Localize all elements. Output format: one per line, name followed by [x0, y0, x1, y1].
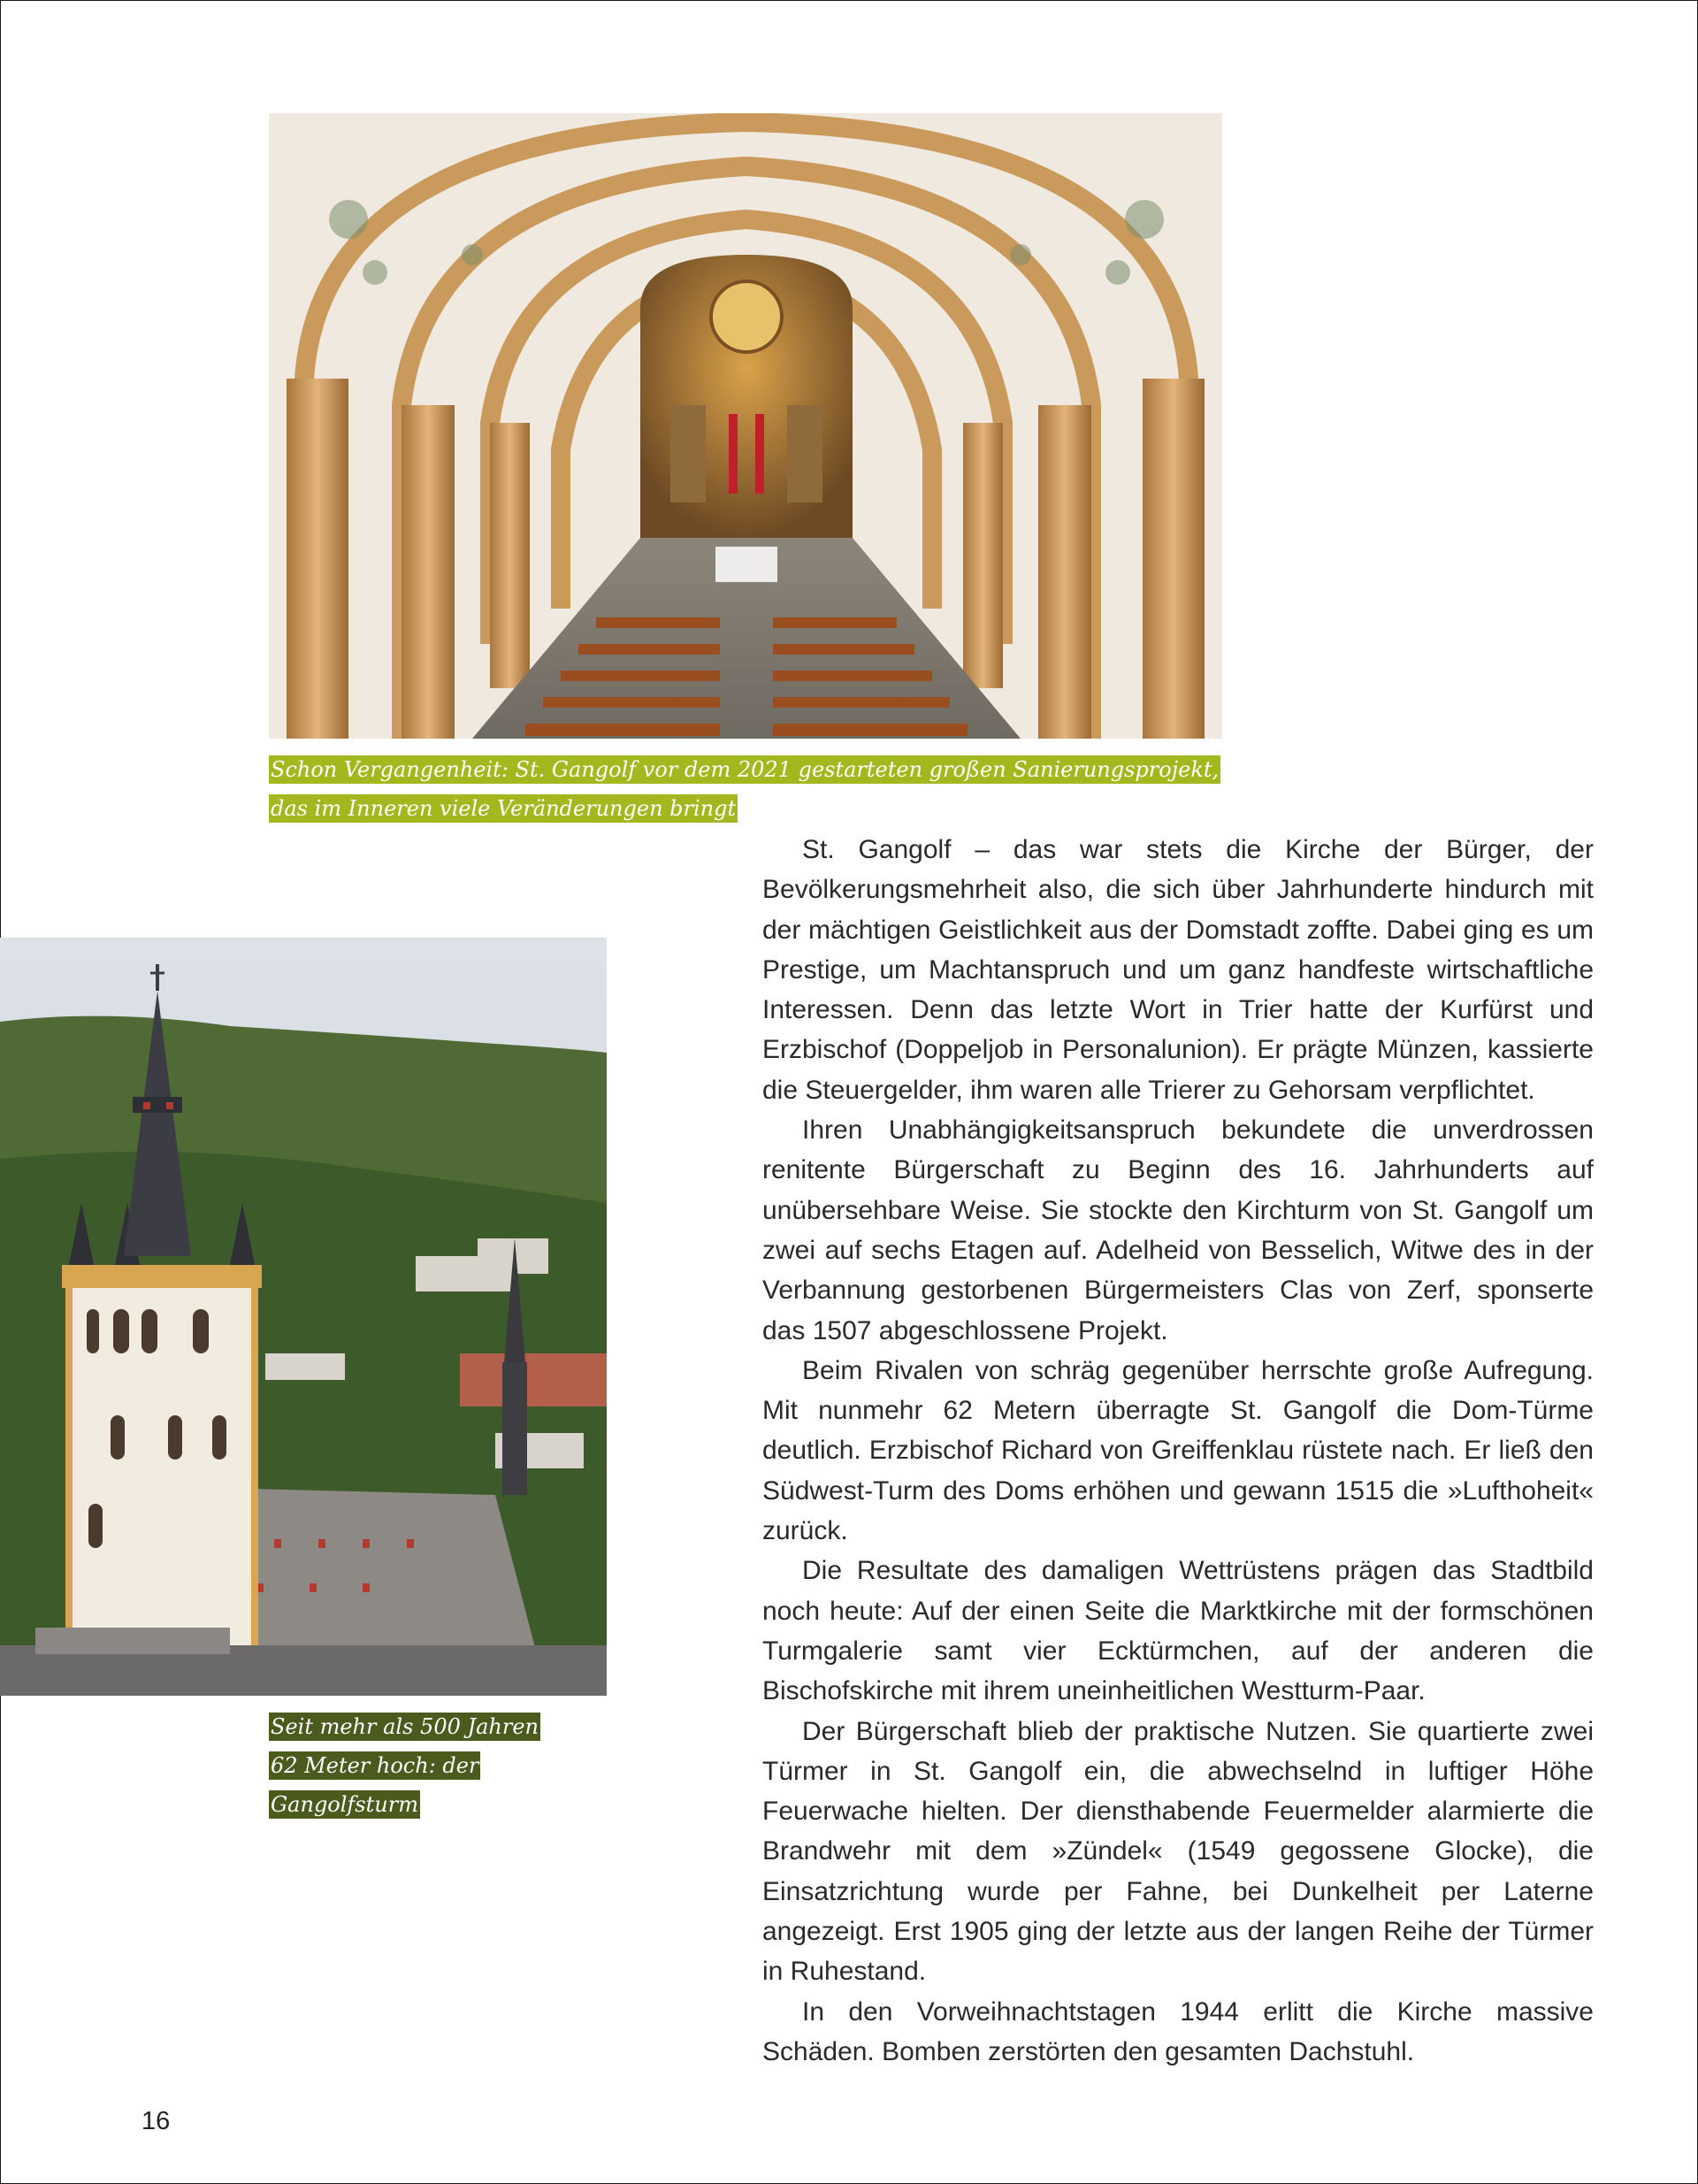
caption-line: Gangolfsturm — [271, 1792, 418, 1817]
paragraph: In den Vorweihnachtstagen 1944 erlitt die Kirche massive Schäden. Bomben zerstörten den gesamten Dachstuhl. — [762, 1996, 1594, 2066]
caption-line: Seit mehr als 500 Jahren — [271, 1714, 539, 1739]
paragraph: Ihren Unabhängigkeitsanspruch bekundete die unverdrossen renitente Bürgerschaft zu Beginn des 16. Jahrhunderts auf unübersehbare Weise. Sie stockte den Kirchturm von St. Gangolf um zwei auf sechs Etagen auf. Adelheid von Besselich, Witwe des in der Verbannung gestorbenen Bürgermeisters Clas von Zerf, sponserte das 1507 abgeschlossene Projekt. — [762, 1115, 1594, 1345]
church-interior-photo — [269, 113, 1222, 739]
caption-line: 62 Meter hoch: der — [271, 1753, 479, 1778]
tower-photo-caption — [269, 1707, 540, 1824]
page-number: 16 — [142, 2107, 171, 2135]
paragraph: Beim Rivalen von schräg gegenüber herrschte große Aufregung. Mit nunmehr 62 Metern überragte St. Gangolf die Dom-Türme deutlich. Erzbischof Richard von Greiffenklau rüstete nach. Er ließ den Südwest-Turm des Doms erhöhen und gewann 1515 die »Lufthoheit« zurück. — [762, 1355, 1594, 1546]
caption-line: Schon Vergangenheit: St. Gangolf vor dem 2021 gestarteten großen Sanierungsprojekt, — [271, 757, 1220, 782]
article-body — [762, 830, 1594, 2072]
paragraph: Der Bürgerschaft blieb der praktische Nutzen. Sie quartierte zwei Türmer in St. Gangolf ein, die abwechselnd in luftiger Höhe Feuerwache hielten. Der diensthabende Feuermelder alarmierte die Brandwehr mit dem »Zündel« (1549 gegossene Glocke), die Einsatzrichtung wurde per Fahne, bei Dunkelheit per Laterne angezeigt. Erst 1905 ging der letzte aus der langen Reihe der Türmer in Ruhestand. — [762, 1716, 1594, 1987]
paragraph: Die Resultate des damaligen Wettrüstens prägen das Stadtbild noch heute: Auf der einen Seite die Marktkirche mit der formschönen Turmgalerie samt vier Ecktürmchen, auf der anderen die Bischofskirche mit ihrem uneinheitlichen Westturm-Paar. — [762, 1556, 1594, 1706]
gangolf-tower-photo — [0, 938, 607, 1696]
caption-line: das im Inneren viele Veränderungen bringt — [271, 796, 737, 821]
paragraph: St. Gangolf – das war stets die Kirche der Bürger, der Bevölkerungsmehrheit also, die sich über Jahrhunderte hindurch mit der mächtigen Geistlichkeit aus der Domstadt zoffte. Dabei ging es um Prestige, um Machtanspruch und um ganz handfeste wirtschaftliche Interessen. Denn das letzte Wort in Trier hatte der Kurfürst und Erzbischof (Doppeljob in Personalunion). Er prägte Münzen, kassierte die Steuergelder, ihm waren alle Trierer zu Gehorsam verpflichtet. — [762, 835, 1594, 1105]
interior-photo-caption — [269, 750, 1220, 828]
